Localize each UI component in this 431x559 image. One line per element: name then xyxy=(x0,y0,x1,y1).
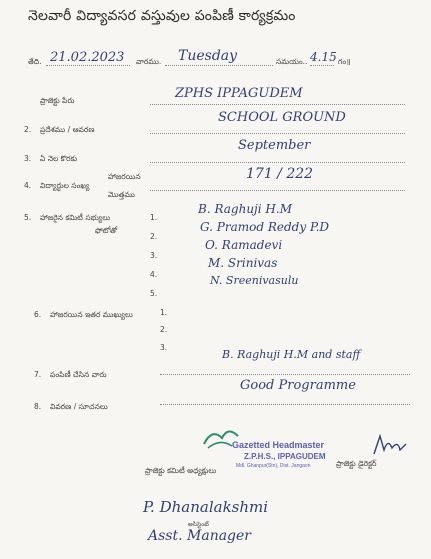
stamp-line-1: Gazetted Headmaster xyxy=(232,440,325,450)
day-label: వారము. xyxy=(136,57,162,66)
date-value: 21.02.2023 xyxy=(50,50,125,65)
distributed-by-value: B. Raghuji H.M and staff xyxy=(222,348,361,361)
stamp-line-2: Z.P.H.S., IPPAGUDEM xyxy=(244,452,326,461)
committee-member: O. Ramadevi xyxy=(205,238,283,252)
committee-member: N. Sreenivasulu xyxy=(210,274,299,287)
bottom-signature-name: P. Dhanalakshmi xyxy=(143,498,269,516)
committee-label-photo: ఫోటోతో xyxy=(95,226,118,235)
bottom-signature-label-te: అసిస్టెంట్ xyxy=(188,521,209,528)
director-signature xyxy=(370,430,410,458)
row-label-total: మొత్తము xyxy=(108,190,135,199)
row-value-students: 171 / 222 xyxy=(246,166,314,182)
bottom-signature-role: Asst. Manager xyxy=(148,528,251,544)
stamp-line-3: Mdl. Ghanpur(Stn), Dist. Jangaon xyxy=(236,463,311,469)
committee-member: M. Srinivas xyxy=(208,256,278,270)
time-label: సమయం.. xyxy=(276,57,308,66)
remarks-value: Good Programme xyxy=(240,378,356,393)
row-label-students: విద్యార్థుల సంఖ్య xyxy=(40,181,90,190)
distributed-by-label: పంపిణీ చేసిన వారు xyxy=(50,370,107,379)
day-value: Tuesday xyxy=(178,48,238,64)
committee-chair-label: ప్రాజెక్టు కమిటీ అధ్యక్షులు xyxy=(145,466,217,475)
row-label-month: ఏ నెల కొరకు xyxy=(40,154,78,163)
time-value: 4.15 xyxy=(310,50,337,64)
row-value-project: ZPHS IPPAGUDEM xyxy=(175,86,303,101)
row-value-month: September xyxy=(238,138,311,153)
committee-label: హాజరైన కమిటీ సభ్యులు xyxy=(40,213,111,222)
time-unit: గం॥ xyxy=(338,57,351,66)
others-label: హాజరయిన ఇతర ముఖ్యులు xyxy=(50,310,133,319)
row-label-place: ప్రదేశము / ఆవరణ xyxy=(40,125,95,134)
row-value-place: SCHOOL GROUND xyxy=(218,110,346,125)
committee-member: B. Raghuji H.M xyxy=(198,202,292,216)
row-label-present: హాజరయిన xyxy=(108,172,141,181)
page-title: నెలవారీ విద్యావసర వస్తువుల పంపిణీ కార్యక్రమం xyxy=(28,8,296,24)
row-label-project: ప్రాజెక్టు పేరు xyxy=(40,96,75,105)
project-director-label: ప్రాజెక్టు డైరెక్టర్ xyxy=(336,459,377,468)
date-label: తేది. xyxy=(28,57,42,66)
committee-member: G. Pramod Reddy P.D xyxy=(200,220,330,234)
remarks-label: వివరణ / సూచనలు xyxy=(50,402,108,411)
